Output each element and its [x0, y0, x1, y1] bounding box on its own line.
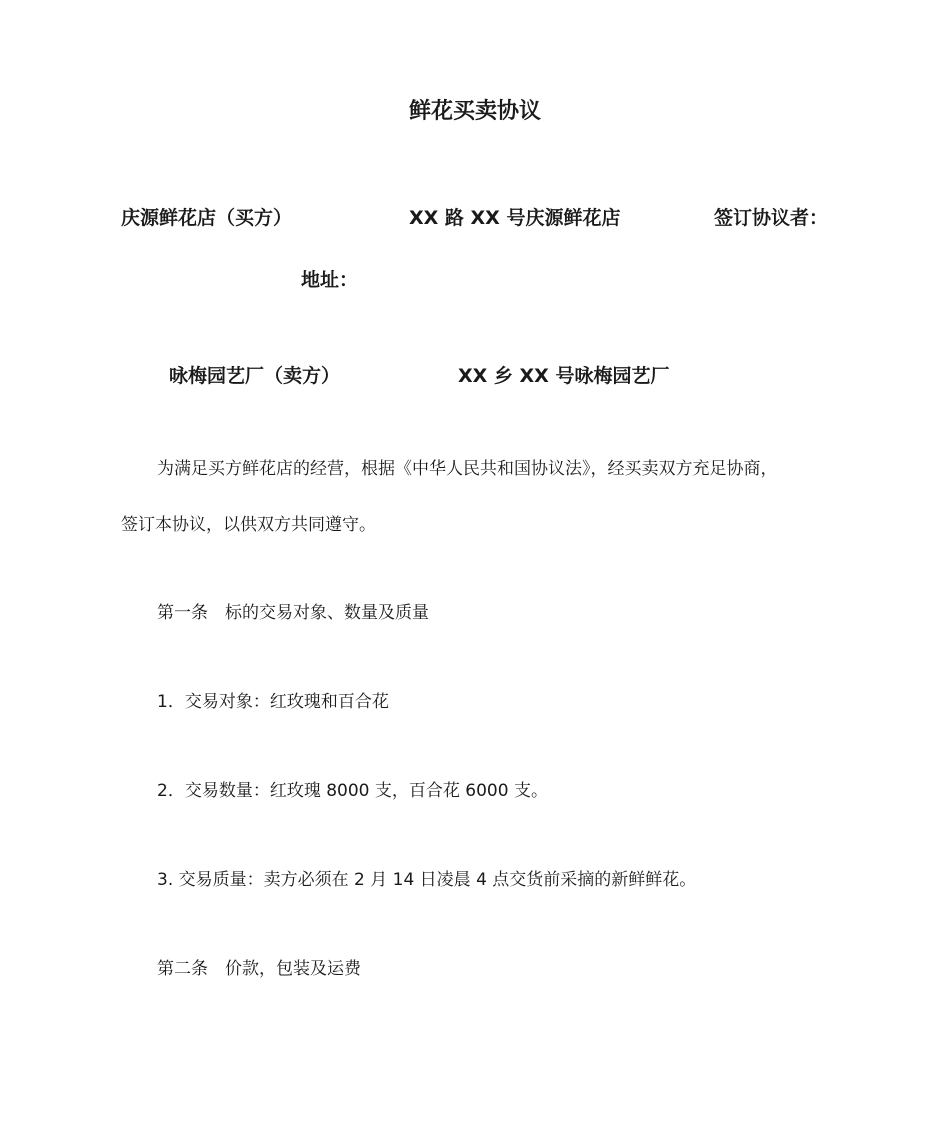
article-1-item-3: 3. 交易质量：卖方必须在 2 月 14 日凌晨 4 点交货前采摘的新鲜鲜花。 [157, 870, 697, 890]
seller-label: 咏梅园艺厂（卖方） [169, 365, 341, 387]
article-2-heading: 第二条 价款，包装及运费 [157, 959, 361, 979]
buyer-address: XX 路 XX 号庆源鲜花店 [409, 207, 621, 229]
article-1-item-2: 2．交易数量：红玫瑰 8000 支，百合花 6000 支。 [157, 781, 548, 801]
article-1-item-1: 1．交易对象：红玫瑰和百合花 [157, 692, 389, 712]
preamble-line-2: 签订本协议，以供双方共同遵守。 [121, 515, 376, 535]
signatory-label: 签订协议者： [714, 207, 829, 229]
document-title: 鲜花买卖协议 [408, 99, 541, 124]
article-1-heading: 第一条 标的交易对象、数量及质量 [157, 603, 429, 623]
address-label: 地址： [301, 269, 359, 291]
seller-address: XX 乡 XX 号咏梅园艺厂 [458, 365, 670, 387]
buyer-label: 庆源鲜花店（买方） [121, 207, 293, 229]
preamble-line-1: 为满足买方鲜花店的经营，根据《中华人民共和国协议法》，经买卖双方充足协商， [157, 459, 778, 479]
